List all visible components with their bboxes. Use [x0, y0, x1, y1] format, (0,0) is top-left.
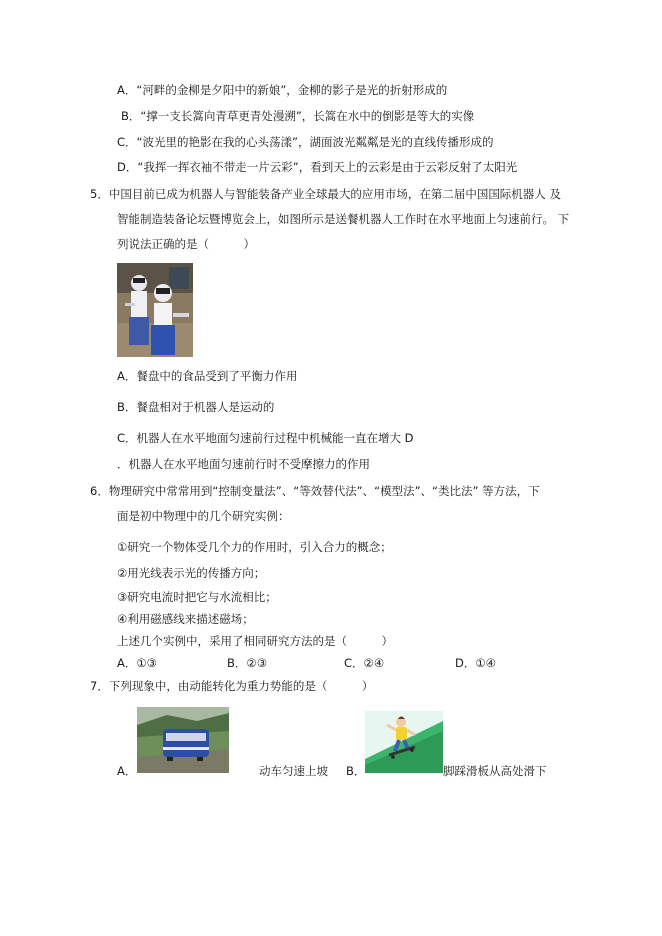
- q7-option-b-text: 脚踩滑板从高处滑下: [443, 764, 547, 778]
- q5-option-b: B．餐盘相对于机器人是运动的: [117, 400, 275, 414]
- train-uphill-photo: [137, 707, 229, 773]
- q5-stem-line-2: 智能制造装备论坛暨博览会上，如图所示是送餐机器人工作时在水平地面上匀速前行。 下: [117, 212, 570, 226]
- robot-waiter-photo: [117, 263, 193, 357]
- q6-option-a: A．①③: [117, 656, 157, 670]
- q5-stem-line-1: 5．中国目前已成为机器人与智能装备产业全球最大的应用市场，在第二届中国国际机器人 及: [90, 187, 561, 201]
- q7-option-a-label: A．: [117, 764, 137, 778]
- q4-option-c: C．“波光里的艳影在我的心头荡漾”，湖面波光粼粼是光的直线传播形成的: [117, 135, 494, 149]
- q5-option-c: C．机器人在水平地面匀速前行过程中机械能一直在增大 D: [117, 431, 414, 445]
- q6-question: 上述几个实例中，采用了相同研究方法的是（ ）: [117, 634, 393, 648]
- q4-option-b: B．“撑一支长篙向青草更青处漫溯”，长篙在水中的倒影是等大的实像: [121, 109, 475, 123]
- q5-option-d: ．机器人在水平地面匀速前行时不受摩擦力的作用: [117, 457, 370, 471]
- q6-example-3: ③研究电流时把它与水流相比；: [117, 590, 277, 604]
- q7-stem: 7．下列现象中，由动能转化为重力势能的是（ ）: [90, 679, 374, 693]
- q6-example-1: ①研究一个物体受几个力的作用时，引入合力的概念；: [117, 540, 392, 554]
- q4-option-a: A．“河畔的金柳是夕阳中的新娘”，金柳的影子是光的折射形成的: [117, 83, 448, 97]
- q6-option-d: D．①④: [455, 656, 496, 670]
- q4-option-d: D．“我挥一挥衣袖不带走一片云彩”，看到天上的云彩是由于云彩反射了太阳光: [117, 160, 518, 174]
- q6-option-c: C．②④: [344, 656, 385, 670]
- q6-example-4: ④利用磁感线来描述磁场；: [117, 612, 254, 626]
- q5-option-a: A．餐盘中的食品受到了平衡力作用: [117, 369, 298, 383]
- q5-stem-line-3: 列说法正确的是（ ）: [117, 237, 255, 251]
- q6-example-2: ②用光线表示光的传播方向；: [117, 566, 266, 580]
- skateboarder-drawing: [365, 711, 443, 773]
- q6-stem-line-2: 面是初中物理中的几个研究实例：: [117, 509, 290, 523]
- q6-stem-line-1: 6．物理研究中常常用到“控制变量法”、“等效替代法”、“模型法”、“类比法” 等方法，下: [90, 484, 540, 498]
- q6-option-b: B．②③: [227, 656, 268, 670]
- q7-option-a-text: 动车匀速上坡: [259, 764, 328, 778]
- q7-option-b-label: B．: [346, 764, 366, 778]
